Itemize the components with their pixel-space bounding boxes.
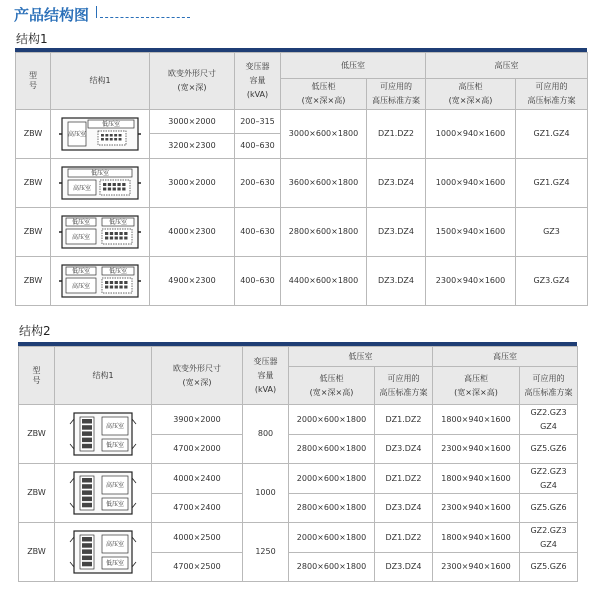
structure-diagram-cell: [51, 208, 150, 257]
size-cell: 3000×2000: [150, 110, 235, 134]
size-cell: 4700×2000: [152, 435, 243, 464]
header-lv-cabinet: 低压柜 (宽×深×高): [281, 79, 367, 110]
lv-room-label: 低压室: [90, 170, 110, 177]
header-structure: 结构1: [51, 53, 150, 110]
lv-cabinet-cell: 2800×600×1800: [281, 208, 367, 257]
hv-scheme-cell: GZ2.GZ3 GZ4: [520, 405, 578, 435]
lv-scheme-cell: DZ1.DZ2: [375, 464, 433, 494]
hv-scheme-cell: GZ1.GZ4: [516, 159, 588, 208]
hv-cabinet-cell: 1800×940×1600: [433, 464, 520, 494]
structure-diagram: [58, 114, 142, 154]
hv-scheme-cell: GZ5.GZ6: [520, 494, 578, 523]
header-model: 型 号: [16, 53, 51, 110]
header-transformer-capacity: 变压器 容量 (kVA): [235, 53, 281, 110]
lv-cabinet-cell: 2800×600×1800: [289, 494, 375, 523]
hv-room-label: 高压室: [105, 541, 125, 548]
header-lv-scheme: 可应用的 高压标准方案: [375, 367, 433, 405]
lv-room-label: 低压室: [105, 501, 125, 508]
structure-diagram-cell: [55, 523, 152, 582]
capacity-cell: 1000: [243, 464, 289, 523]
lv-room-label: 低压室: [71, 219, 91, 226]
hv-scheme-cell: GZ2.GZ3 GZ4: [520, 464, 578, 494]
structure-diagram: [58, 163, 142, 203]
lv-room-label: 低压室: [105, 560, 125, 567]
header-transformer-capacity: 变压器 容量 (kVA): [243, 347, 289, 405]
lv-cabinet-cell: 2000×600×1800: [289, 405, 375, 435]
header-lv-room: 低压室: [281, 53, 426, 79]
hv-cabinet-cell: 2300×940×1600: [433, 435, 520, 464]
header-lv-cabinet: 低压柜 (宽×深×高): [289, 367, 375, 405]
hv-scheme-cell: GZ5.GZ6: [520, 435, 578, 464]
hv-cabinet-cell: 1000×940×1600: [426, 159, 516, 208]
size-cell: 4000×2400: [152, 464, 243, 494]
model-cell: ZBW: [16, 208, 51, 257]
size-cell: 4900×2300: [150, 257, 235, 306]
table-row: [19, 405, 578, 435]
structure-1-table: [15, 52, 588, 306]
header-hv-cabinet: 高压柜 (宽×深×高): [433, 367, 520, 405]
structure-diagram: [58, 212, 142, 252]
structure-diagram: [68, 468, 138, 518]
capacity-cell: 1250: [243, 523, 289, 582]
capacity-cell: 800: [243, 405, 289, 464]
hv-cabinet-cell: 2300×940×1600: [433, 494, 520, 523]
model-cell: ZBW: [19, 464, 55, 523]
lv-scheme-cell: DZ3.DZ4: [375, 494, 433, 523]
hv-cabinet-cell: 2300×940×1600: [426, 257, 516, 306]
size-cell: 3200×2300: [150, 134, 235, 159]
hv-cabinet-cell: 1500×940×1600: [426, 208, 516, 257]
lv-cabinet-cell: 4400×600×1800: [281, 257, 367, 306]
capacity-cell: 200–630: [235, 159, 281, 208]
hv-cabinet-cell: 1800×940×1600: [433, 523, 520, 553]
structure-diagram: [58, 261, 142, 301]
hv-scheme-cell: GZ3: [516, 208, 588, 257]
hv-scheme-cell: GZ3.GZ4: [516, 257, 588, 306]
table-row: [19, 523, 578, 553]
size-cell: 4000×2300: [150, 208, 235, 257]
hv-cabinet-cell: 1000×940×1600: [426, 110, 516, 159]
size-cell: 4700×2500: [152, 553, 243, 582]
section-1-label: 结构1: [16, 32, 48, 46]
capacity-cell: 400–630: [235, 134, 281, 159]
model-cell: ZBW: [16, 110, 51, 159]
lv-scheme-cell: DZ1.DZ2: [375, 523, 433, 553]
model-cell: ZBW: [19, 405, 55, 464]
hv-room-label: 高压室: [105, 423, 125, 430]
model-cell: ZBW: [16, 159, 51, 208]
header-model: 型 号: [19, 347, 55, 405]
header-hv-room: 高压室: [426, 53, 588, 79]
lv-scheme-cell: DZ1.DZ2: [367, 110, 426, 159]
structure-diagram-cell: [51, 159, 150, 208]
lv-scheme-cell: DZ3.DZ4: [375, 435, 433, 464]
lv-cabinet-cell: 2000×600×1800: [289, 464, 375, 494]
table-row: [19, 464, 578, 494]
hv-room-label: 高压室: [72, 185, 92, 192]
lv-scheme-cell: DZ3.DZ4: [367, 159, 426, 208]
lv-room-label: 低压室: [101, 121, 121, 128]
lv-cabinet-cell: 2000×600×1800: [289, 523, 375, 553]
lv-scheme-cell: DZ3.DZ4: [375, 553, 433, 582]
table-row: [16, 110, 588, 134]
header-lv-scheme: 可应用的 高压标准方案: [367, 79, 426, 110]
hv-room-label: 高压室: [105, 482, 125, 489]
capacity-cell: 200–315: [235, 110, 281, 134]
hv-room-label: 高压室: [71, 283, 91, 290]
title-divider: [96, 6, 97, 18]
size-cell: 4700×2400: [152, 494, 243, 523]
structure-diagram: [68, 527, 138, 577]
lv-scheme-cell: DZ1.DZ2: [375, 405, 433, 435]
size-cell: 4000×2500: [152, 523, 243, 553]
structure-diagram-cell: [51, 257, 150, 306]
model-cell: ZBW: [19, 523, 55, 582]
header-structure: 结构1: [55, 347, 152, 405]
lv-room-label-2: 低压室: [108, 268, 128, 275]
header-size: 欧变外形尺寸 (宽×深): [152, 347, 243, 405]
hv-cabinet-cell: 2300×940×1600: [433, 553, 520, 582]
lv-cabinet-cell: 2800×600×1800: [289, 435, 375, 464]
capacity-cell: 400–630: [235, 257, 281, 306]
lv-cabinet-cell: 3600×600×1800: [281, 159, 367, 208]
capacity-cell: 400–630: [235, 208, 281, 257]
header-hv-scheme: 可应用的 高压标准方案: [520, 367, 578, 405]
title-rule: [100, 17, 190, 18]
header-size: 欧变外形尺寸 (宽×深): [150, 53, 235, 110]
table-row: [16, 159, 588, 208]
header-hv-cabinet: 高压柜 (宽×深×高): [426, 79, 516, 110]
lv-cabinet-cell: 2800×600×1800: [289, 553, 375, 582]
structure-diagram-cell: [51, 110, 150, 159]
lv-room-label: 低压室: [71, 268, 91, 275]
hv-cabinet-cell: 1800×940×1600: [433, 405, 520, 435]
lv-scheme-cell: DZ3.DZ4: [367, 208, 426, 257]
size-cell: 3900×2000: [152, 405, 243, 435]
lv-scheme-cell: DZ3.DZ4: [367, 257, 426, 306]
hv-scheme-cell: GZ1.GZ4: [516, 110, 588, 159]
header-hv-room: 高压室: [433, 347, 578, 367]
structure-diagram-cell: [55, 405, 152, 464]
table-row: [16, 208, 588, 257]
structure-2-table: [18, 346, 578, 582]
hv-room-label: 高压室: [71, 234, 91, 241]
structure-diagram: [68, 409, 138, 459]
structure-diagram-cell: [55, 464, 152, 523]
model-cell: ZBW: [16, 257, 51, 306]
hv-room-label: 高压室: [67, 131, 87, 138]
page-title: 产品结构图: [14, 6, 90, 24]
size-cell: 3000×2000: [150, 159, 235, 208]
hv-scheme-cell: GZ5.GZ6: [520, 553, 578, 582]
section-2-label: 结构2: [19, 324, 51, 338]
header-hv-scheme: 可应用的 高压标准方案: [516, 79, 588, 110]
lv-cabinet-cell: 3000×600×1800: [281, 110, 367, 159]
table-row: [16, 257, 588, 306]
header-lv-room: 低压室: [289, 347, 433, 367]
lv-room-label-2: 低压室: [108, 219, 128, 226]
lv-room-label: 低压室: [105, 442, 125, 449]
hv-scheme-cell: GZ2.GZ3 GZ4: [520, 523, 578, 553]
